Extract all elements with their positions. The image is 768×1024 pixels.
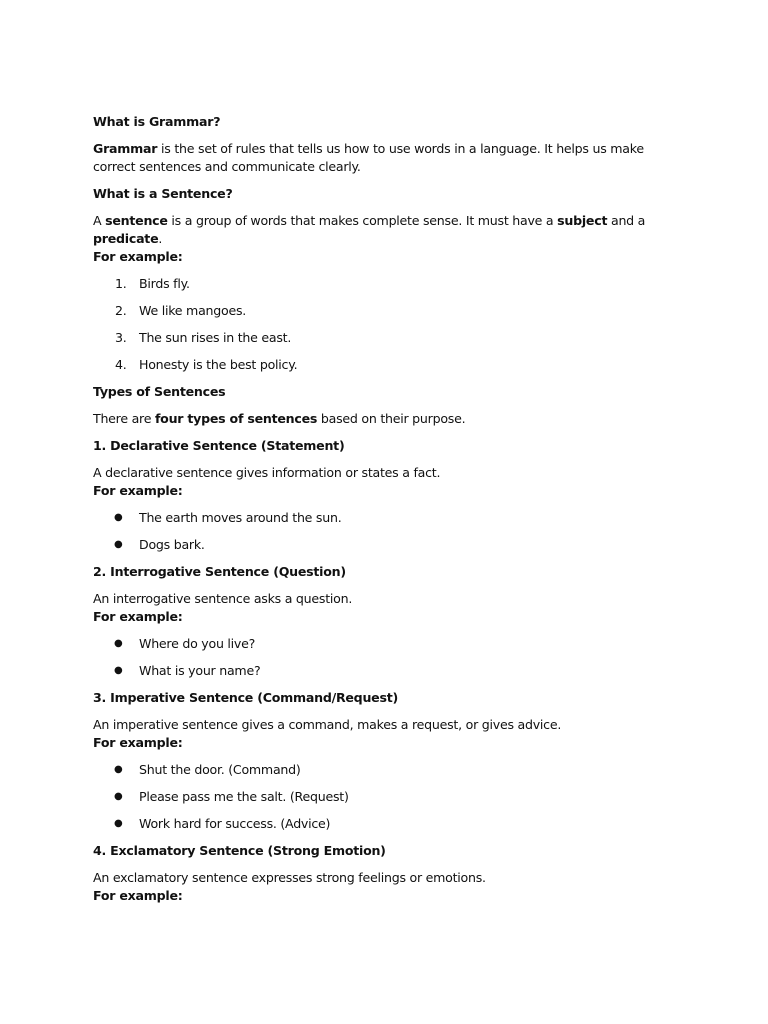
list-item [93, 329, 653, 347]
list-item-text: What is your name? [139, 663, 261, 678]
list-item-text: Where do you live? [139, 636, 256, 651]
term-sentence: sentence [105, 213, 168, 228]
list-item [93, 275, 653, 293]
heading-types-of-sentences: Types of Sentences [93, 384, 226, 399]
heading-what-is-grammar: What is Grammar? [93, 114, 221, 129]
list-item-text: Work hard for success. (Advice) [139, 816, 331, 831]
list-item-text: The sun rises in the east. [139, 330, 292, 345]
imperative-examples-list [93, 761, 653, 833]
for-example-label: For example: [93, 888, 183, 903]
exclamatory-description: An exclamatory sentence expresses strong feelings or emotions. [93, 870, 486, 885]
list-item [93, 815, 653, 833]
declarative-examples-list [93, 509, 653, 554]
list-item [93, 788, 653, 806]
heading-declarative: 1. Declarative Sentence (Statement) [93, 438, 345, 453]
heading-exclamatory: 4. Exclamatory Sentence (Strong Emotion) [93, 843, 386, 858]
document-page [93, 113, 653, 914]
types-intro: There are four types of sentences based on their purpose. [93, 411, 466, 426]
list-item-text: Honesty is the best policy. [139, 357, 298, 372]
list-item [93, 635, 653, 653]
list-item [93, 662, 653, 680]
for-example-label: For example: [93, 483, 183, 498]
list-item [93, 536, 653, 554]
list-item [93, 509, 653, 527]
list-item-text: Dogs bark. [139, 537, 205, 552]
list-number: 2. [115, 303, 127, 318]
for-example-label: For example: [93, 609, 183, 624]
list-item [93, 356, 653, 374]
bullet-icon: ● [114, 539, 123, 550]
list-item-text: We like mangoes. [139, 303, 247, 318]
term-grammar: Grammar [93, 141, 158, 156]
list-item [93, 302, 653, 320]
term-subject: subject [557, 213, 608, 228]
list-number: 4. [115, 357, 127, 372]
list-item-text: Birds fly. [139, 276, 190, 291]
sentence-examples-list [93, 275, 653, 374]
bullet-icon: ● [114, 665, 123, 676]
bullet-icon: ● [114, 791, 123, 802]
interrogative-description: An interrogative sentence asks a question. [93, 591, 353, 606]
list-item-text: Shut the door. (Command) [139, 762, 301, 777]
bullet-icon: ● [114, 818, 123, 829]
list-item [93, 761, 653, 779]
imperative-description: An imperative sentence gives a command, makes a request, or gives advice. [93, 717, 562, 732]
grammar-definition-text: is the set of rules that tells us how to use words in a language. It helps us make correct sentences and communicate clearly. [93, 141, 644, 174]
grammar-definition [93, 140, 653, 176]
for-example-label: For example: [93, 735, 183, 750]
term-four-types: four types of sentences [154, 411, 318, 426]
for-example-label: For example: [93, 249, 183, 264]
term-predicate: predicate [93, 231, 159, 246]
list-number: 3. [115, 330, 127, 345]
bullet-icon: ● [114, 764, 123, 775]
interrogative-examples-list [93, 635, 653, 680]
heading-interrogative: 2. Interrogative Sentence (Question) [93, 564, 346, 579]
bullet-icon: ● [114, 638, 123, 649]
declarative-description: A declarative sentence gives information or states a fact. [93, 465, 441, 480]
sentence-definition: A sentence is a group of words that makes complete sense. It must have a subject and a predicate. [93, 213, 646, 246]
bullet-icon: ● [114, 512, 123, 523]
list-number: 1. [115, 276, 127, 291]
list-item-text: Please pass me the salt. (Request) [139, 789, 349, 804]
list-item-text: The earth moves around the sun. [139, 510, 342, 525]
heading-imperative: 3. Imperative Sentence (Command/Request) [93, 690, 398, 705]
heading-what-is-sentence: What is a Sentence? [93, 186, 233, 201]
